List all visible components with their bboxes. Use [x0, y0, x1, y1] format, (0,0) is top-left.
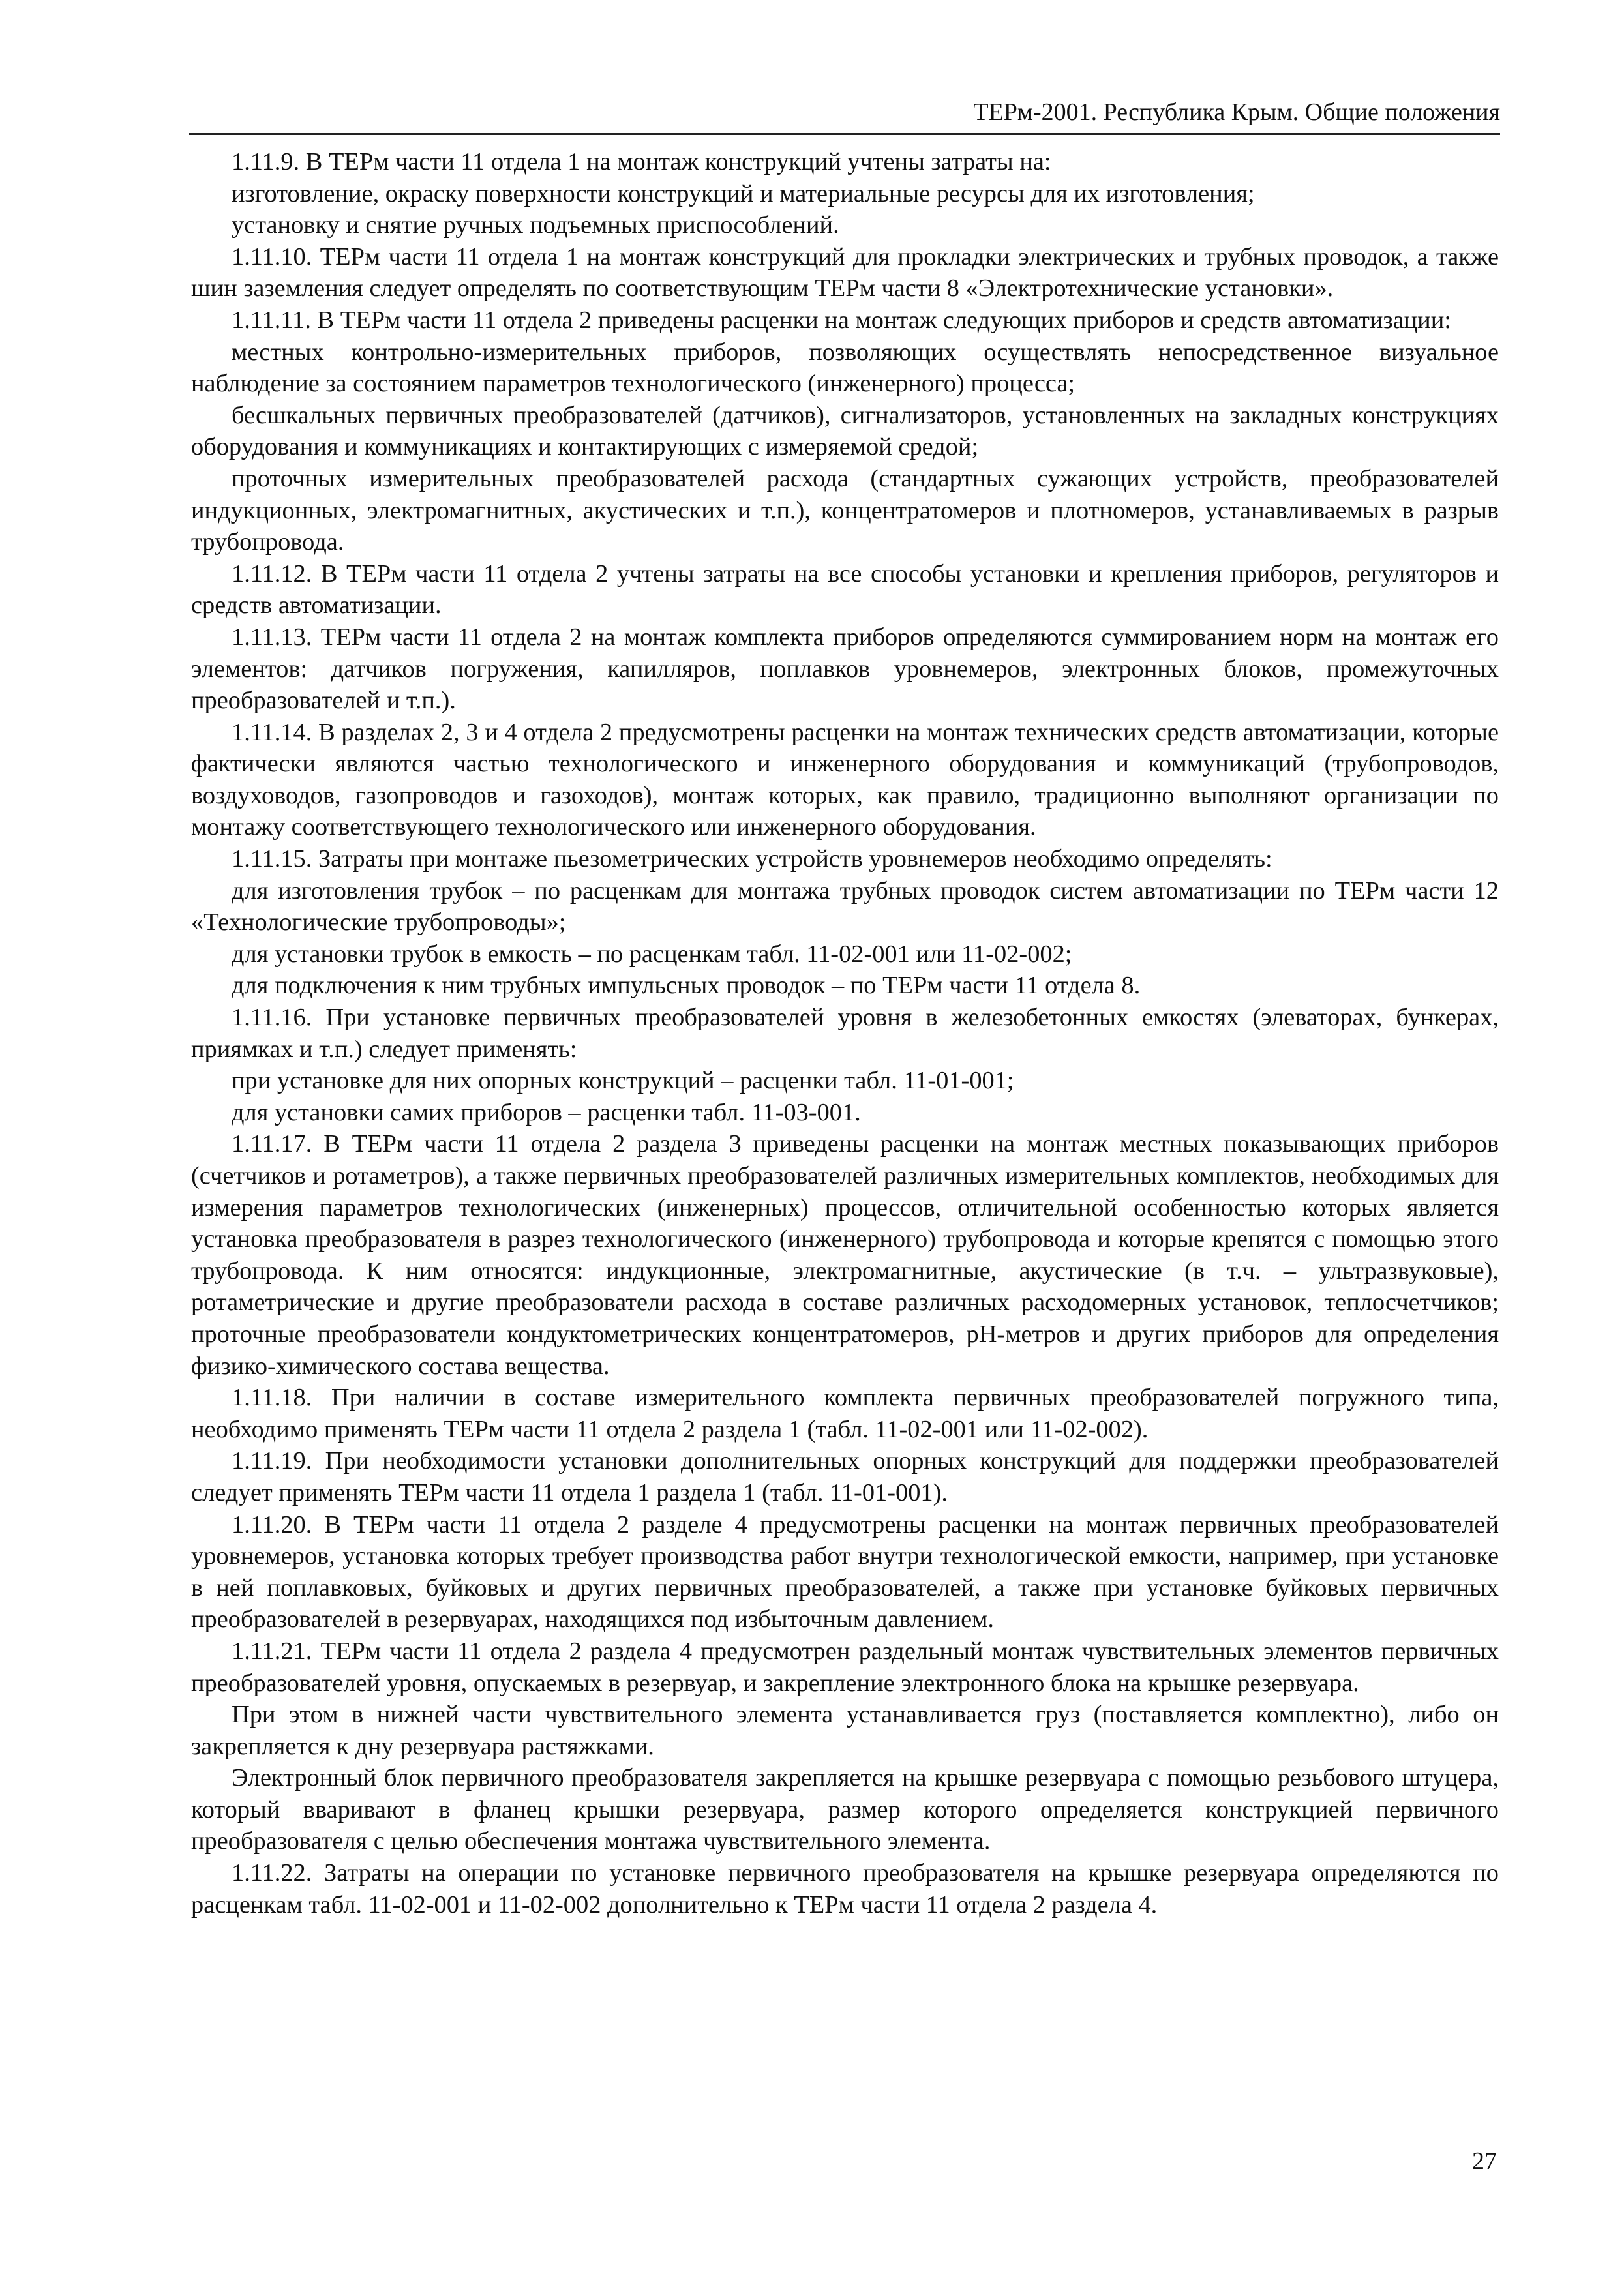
- paragraph: для подключения к ним трубных импульсных проводок – по ТЕРм части 11 отдела 8.: [232, 972, 1141, 1000]
- paragraph: 1.11.19. При необходимости установки дополнительных опорных конструкций для поддержки преобразователей следует применять ТЕРм части 11 отдела 1 раздела 1 (табл. 11-01-001).: [191, 1447, 1499, 1506]
- paragraph: для установки самих приборов – расценки табл. 11-03-001.: [232, 1098, 861, 1126]
- paragraph: 1.11.18. При наличии в составе измерительного комплекта первичных преобразователей погружного типа, необходимо применять ТЕРм части 11 отдела 2 раздела 1 (табл. 11-02-001 или 11-02-002).: [191, 1384, 1499, 1443]
- paragraph: местных контрольно-измерительных приборов, позволяющих осуществлять непосредственное визуальное наблюдение за состоянием параметров технологического (инженерного) процесса;: [191, 338, 1499, 398]
- document-body: [191, 146, 1499, 1921]
- paragraph: бесшкальных первичных преобразователей (датчиков), сигнализаторов, установленных на закладных конструкциях оборудования и коммуникациях и контактирующих с измеряемой средой;: [191, 401, 1499, 461]
- paragraph: Электронный блок первичного преобразователя закрепляется на крышке резервуара с помощью резьбового штуцера, который вваривают в фланец крышки резервуара, размер которого определяется конструкцией первичного преобразователя с целью обеспечения монтажа чувствительного элемента.: [191, 1764, 1499, 1855]
- page-header: [189, 98, 1500, 135]
- paragraph: 1.11.21. ТЕРм части 11 отдела 2 раздела 4 предусмотрен раздельный монтаж чувствительных элементов первичных преобразователей уровня, опускаемых в резервуар, и закрепление электронного блока на крышке резервуара.: [191, 1637, 1499, 1697]
- paragraph: 1.11.11. В ТЕРм части 11 отдела 2 приведены расценки на монтаж следующих приборов и средств автоматизации:: [232, 306, 1451, 334]
- paragraph: проточных измерительных преобразователей расхода (стандартных сужающих устройств, преобразователей индукционных, электромагнитных, акустических и т.п.), концентратомеров и плотномеров, устанавливаемых в разрыв трубопровода.: [191, 464, 1499, 556]
- paragraph: При этом в нижней части чувствительного элемента устанавливается груз (поставляется комплектно), либо он закрепляется к дну резервуара растяжками.: [191, 1701, 1499, 1760]
- paragraph: 1.11.20. В ТЕРм части 11 отдела 2 разделе 4 предусмотрены расценки на монтаж первичных преобразователей уровнемеров, установка которых требует производства работ внутри технологической емкости, например, при установке в ней поплавковых, буйковых и других первичных преобразователей, а также при установке буйковых первичных преобразователей в резервуарах, находящихся под избыточным давлением.: [191, 1510, 1499, 1634]
- paragraph: 1.11.12. В ТЕРм части 11 отдела 2 учтены затраты на все способы установки и крепления приборов, регуляторов и средств автоматизации.: [191, 560, 1499, 620]
- page-number: 27: [1472, 2147, 1497, 2175]
- paragraph: изготовление, окраску поверхности конструкций и материальные ресурсы для их изготовления;: [232, 179, 1255, 207]
- paragraph: 1.11.16. При установке первичных преобразователей уровня в железобетонных емкостях (элеваторах, бункерах, приямках и т.п.) следует применять:: [191, 1004, 1499, 1063]
- paragraph: 1.11.9. В ТЕРм части 11 отдела 1 на монтаж конструкций учтены затраты на:: [232, 148, 1051, 175]
- paragraph: 1.11.10. ТЕРм части 11 отдела 1 на монтаж конструкций для прокладки электрических и трубных проводок, а также шин заземления следует определять по соответствующим ТЕРм части 8 «Электротехнические установки».: [191, 243, 1499, 303]
- paragraph: для изготовления трубок – по расценкам для монтажа трубных проводок систем автоматизации по ТЕРм части 12 «Технологические трубопроводы»;: [191, 876, 1499, 936]
- paragraph: 1.11.15. Затраты при монтаже пьезометрических устройств уровнемеров необходимо определять:: [232, 845, 1272, 873]
- header-title: ТЕРм-2001. Республика Крым. Общие положения: [973, 98, 1500, 126]
- paragraph: 1.11.17. В ТЕРм части 11 отдела 2 раздела 3 приведены расценки на монтаж местных показывающих приборов (счетчиков и ротаметров), а также первичных преобразователей различных измерительных комплектов, необходимых для измерения параметров технологических (инженерных) процессов, отличительной особенностью которых является установка преобразователя в разрез технологического (инженерного) трубопровода и которые крепятся с помощью этого трубопровода. К ним относятся: индукционные, электромагнитные, акустические (в т.ч. – ультразвуковые), ротаметрические и другие преобразователи расхода в составе различных расходомерных установок, теплосчетчиков; проточные преобразователи кондуктометрических концентратомеров, pH-метров и других приборов для определения физико-химического состава вещества.: [191, 1130, 1499, 1380]
- paragraph: 1.11.22. Затраты на операции по установке первичного преобразователя на крышке резервуара определяются по расценкам табл. 11-02-001 и 11-02-002 дополнительно к ТЕРм части 11 отдела 2 раздела 4.: [191, 1859, 1499, 1919]
- paragraph: для установки трубок в емкость – по расценкам табл. 11-02-001 или 11-02-002;: [232, 940, 1072, 968]
- paragraph: 1.11.14. В разделах 2, 3 и 4 отдела 2 предусмотрены расценки на монтаж технических средств автоматизации, которые фактически являются частью технологического и инженерного оборудования и коммуникаций (трубопроводов, воздуховодов, газопроводов и газоходов), монтаж которых, как правило, традиционно выполняют организации по монтажу соответствующего технологического или инженерного оборудования.: [191, 718, 1499, 841]
- paragraph: установку и снятие ручных подъемных приспособлений.: [232, 211, 839, 239]
- paragraph: 1.11.13. ТЕРм части 11 отдела 2 на монтаж комплекта приборов определяются суммированием норм на монтаж его элементов: датчиков погружения, капилляров, поплавков уровнемеров, электронных блоков, промежуточных преобразователей и т.п.).: [191, 623, 1499, 715]
- paragraph: при установке для них опорных конструкций – расценки табл. 11-01-001;: [232, 1067, 1014, 1095]
